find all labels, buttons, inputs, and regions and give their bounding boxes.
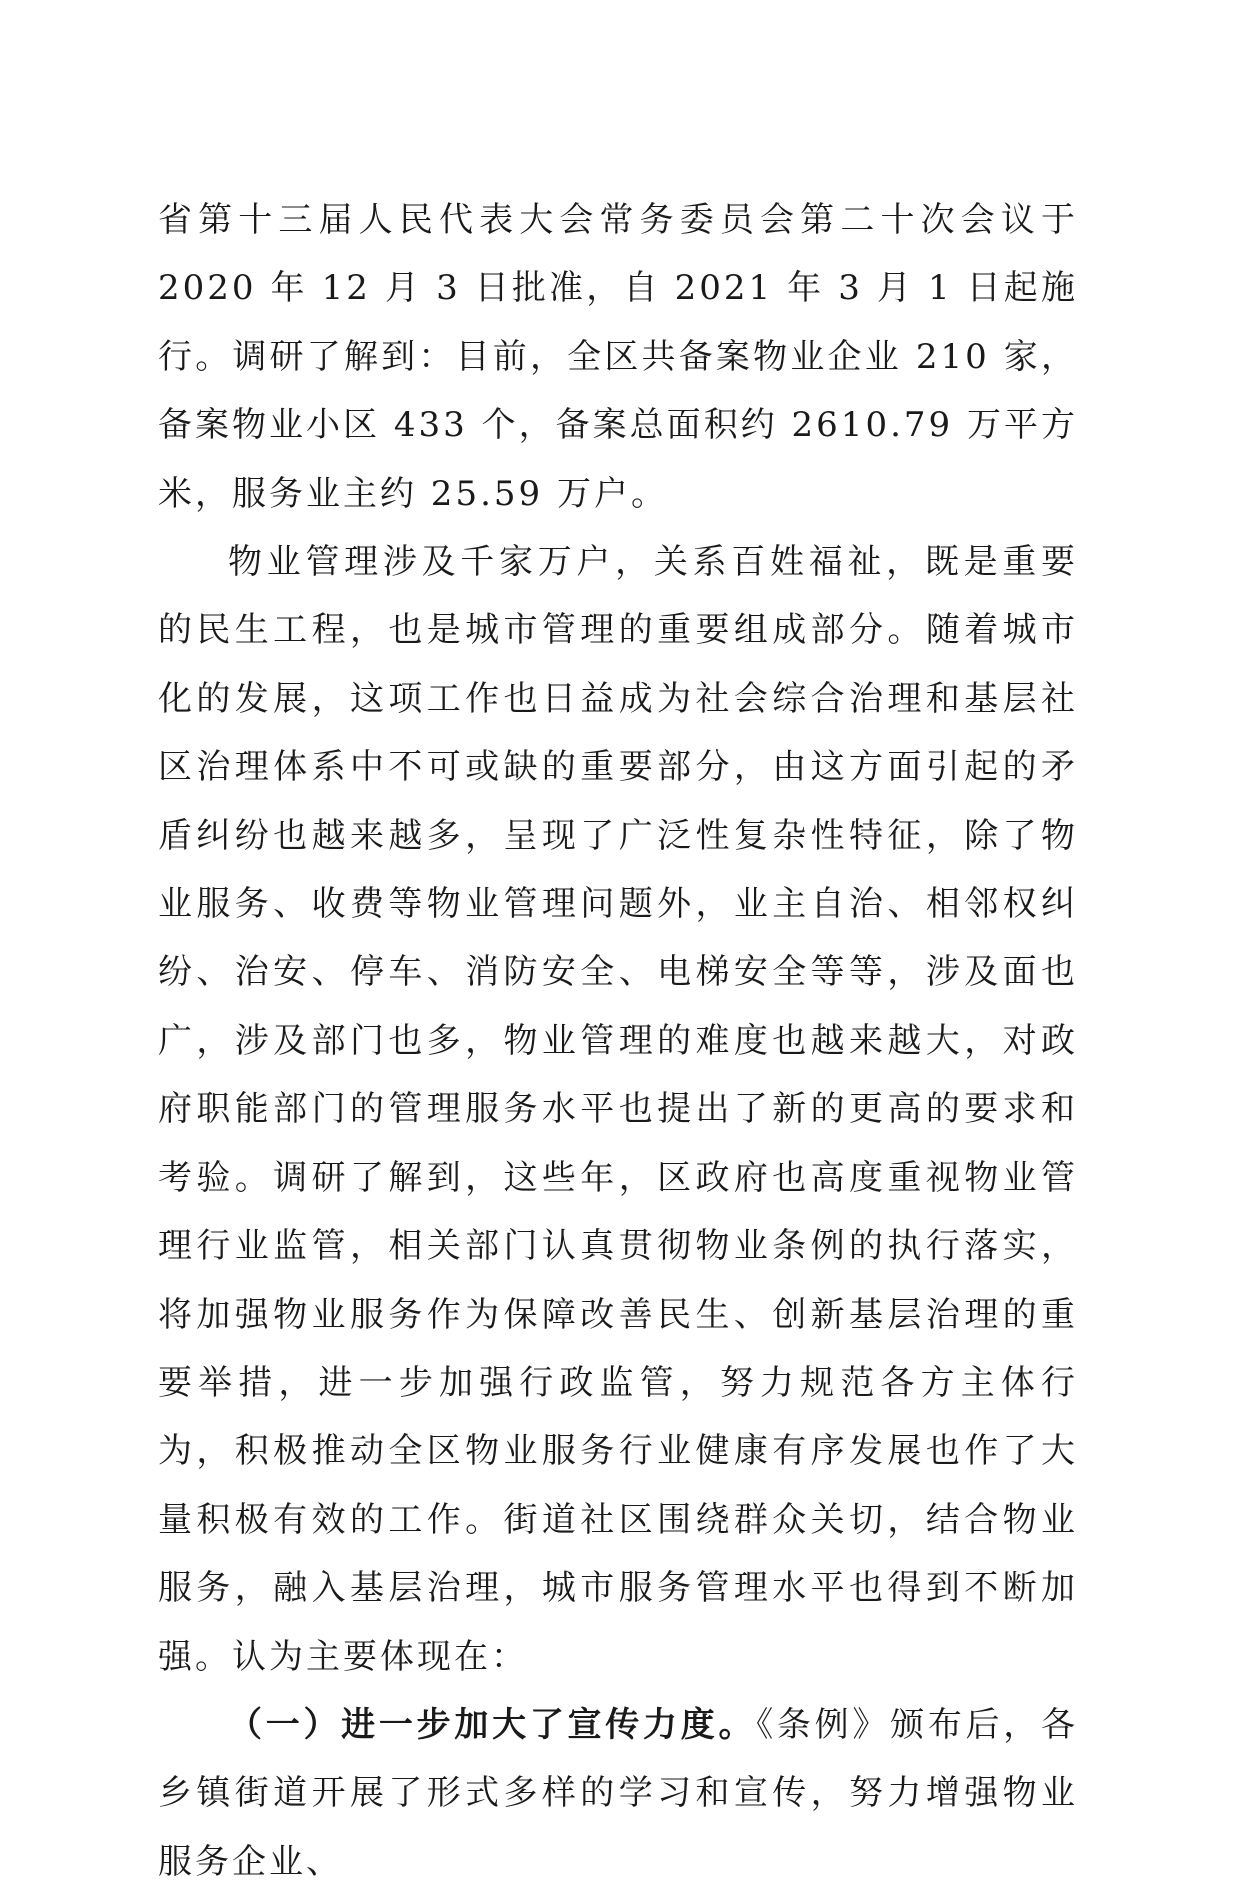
document-body — [158, 186, 1078, 1896]
paragraph-publicity — [158, 1691, 1078, 1896]
paragraph-property-management: 物业管理涉及千家万户，关系百姓福祉，既是重要的民生工程，也是城市管理的重要组成部分。随着城市化的发展，这项工作也日益成为社会综合治理和基层社区治理体系中不可或缺的重要部分，由这方面引起的矛盾纠纷也越来越多，呈现了广泛性复杂性特征，除了物业服务、收费等物业管理问题外，业主自治、相邻权纠纷、治安、停车、消防安全、电梯安全等等，涉及面也广，涉及部门也多，物业管理的难度也越来越大，对政府职能部门的管理服务水平也提出了新的更高的要求和考验。调研了解到，这些年，区政府也高度重视物业管理行业监管，相关部门认真贯彻物业条例的执行落实，将加强物业服务作为保障改善民生、创新基层治理的重要举措，进一步加强行政监管，努力规范各方主体行为，积极推动全区物业服务行业健康有序发展也作了大量积极有效的工作。街道社区围绕群众关切，结合物业服务，融入基层治理，城市服务管理水平也得到不断加强。认为主要体现在： — [158, 542, 1078, 1677]
paragraph-regulation-intro: 省第十三届人民代表大会常务委员会第二十次会议于 2020 年 12 月 3 日批准，自 2021 年 3 月 1 日起施行。调研了解到：目前，全区共备案物业企业 210 家，备案物业小区 433 个，备案总面积约 2610.79 万平方米，服务业主约 25.59 万户。 — [158, 200, 1078, 514]
paragraph-publicity-text: 《条例》颁布后，各乡镇街道开展了形式多样的学习和宣传，努力增强物业服务企业、 — [158, 1704, 1079, 1882]
section-heading-publicity: （一）进一步加大了宣传力度。 — [228, 1704, 757, 1745]
